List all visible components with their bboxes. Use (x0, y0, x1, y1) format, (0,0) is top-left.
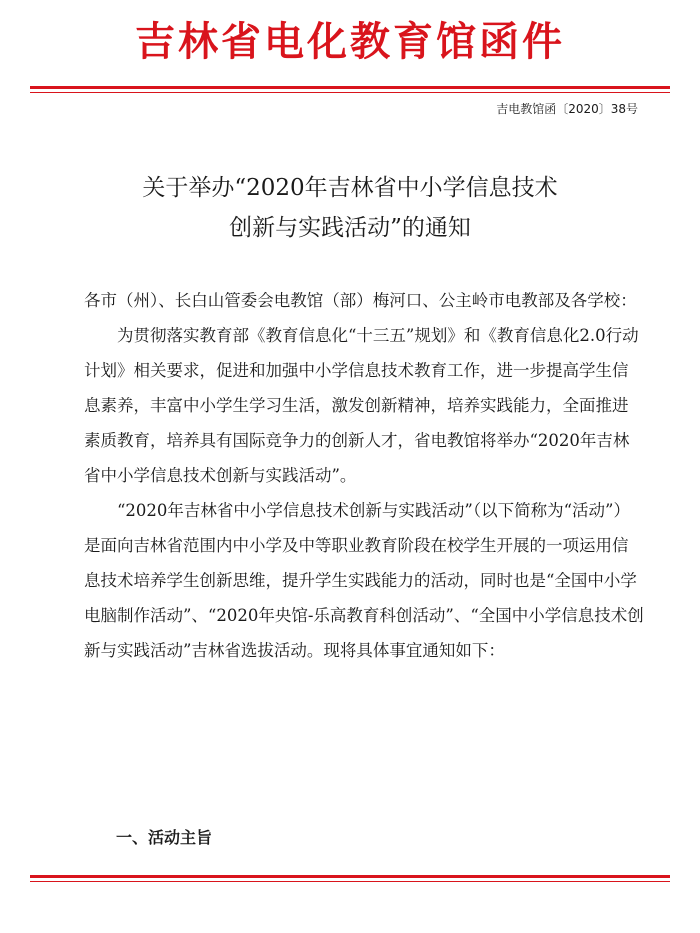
notice-title-line-2: 创新与实践活动”的通知 (229, 215, 471, 241)
notice-body (84, 283, 644, 668)
body-paragraph: 为贯彻落实教育部《教育信息化“十三五”规划》和《教育信息化2.0行动计划》相关要求，促进和加强中小学信息技术教育工作，进一步提高学生信息素养，丰富中小学生学习生活，激发创新精神，培养实践能力，全面推进素质教育，培养具有国际竞争力的创新人才，省电教馆将举办“2020年吉林省中小学信息技术创新与实践活动”。 (84, 326, 639, 485)
letterhead-title: 吉林省电化教育馆函件 (135, 18, 565, 65)
body-paragraph: “2020年吉林省中小学信息技术创新与实践活动”（以下简称为“活动”）是面向吉林省范围内中小学及中等职业教育阶段在校学生开展的一项运用信息技术培养学生创新思维，提升学生实践能力的活动，同时也是“全国中小学电脑制作活动”、“2020年央馆-乐高教育科创活动”、“全国中小学信息技术创新与实践活动”吉林省选拔活动。现将具体事宜通知如下： (84, 501, 644, 660)
letterhead-divider (30, 86, 670, 93)
salutation: 各市（州）、长白山管委会电教馆（部）梅河口、公主岭市电教部及各学校： (84, 291, 637, 310)
document-number: 吉电教馆函〔2020〕38号 (496, 102, 638, 116)
notice-title-line-1: 关于举办“2020年吉林省中小学信息技术 (142, 175, 558, 201)
footer-divider (30, 875, 670, 882)
section-heading: 一、活动主旨 (116, 828, 213, 847)
notice-title (0, 168, 700, 248)
